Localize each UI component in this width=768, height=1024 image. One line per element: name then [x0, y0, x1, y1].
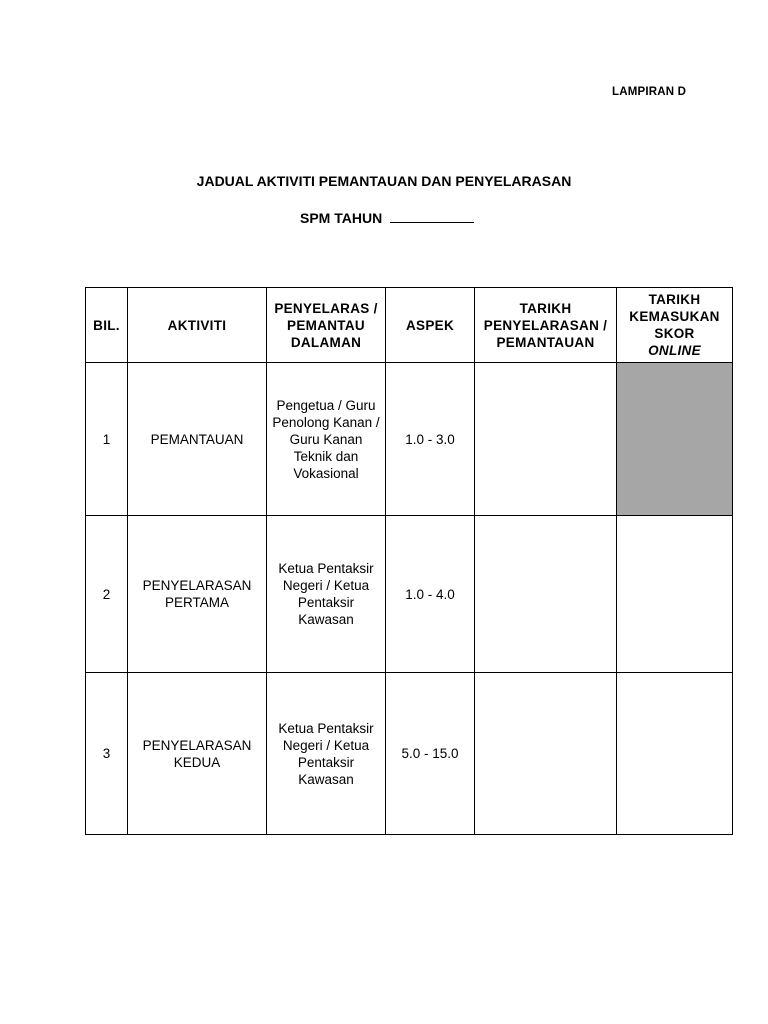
page-title: JADUAL AKTIVITI PEMANTAUAN DAN PENYELARASAN — [196, 173, 572, 189]
cell-tarikh-kemasukan-shaded — [617, 363, 733, 516]
cell-tarikh-penyelarasan[interactable] — [475, 673, 617, 835]
cell-aspek: 1.0 - 4.0 — [386, 516, 475, 673]
cell-bil: 3 — [86, 673, 128, 835]
header-tarikh-kemasukan-text: TARIKH KEMASUKAN SKOR — [629, 292, 720, 341]
cell-bil: 2 — [86, 516, 128, 673]
cell-aktiviti: PEMANTAUAN — [128, 363, 267, 516]
header-tarikh-penyelarasan: TARIKH PENYELARASAN / PEMANTAUAN — [475, 288, 617, 363]
header-penyelaras: PENYELARAS / PEMANTAU DALAMAN — [267, 288, 386, 363]
header-tarikh-kemasukan — [617, 288, 733, 363]
cell-penyelaras: Ketua Pentaksir Negeri / Ketua Pentaksir Kawasan — [267, 673, 386, 835]
header-aktiviti: AKTIVITI — [128, 288, 267, 363]
year-blank-line — [390, 210, 474, 223]
cell-penyelaras: Pengetua / Guru Penolong Kanan / Guru Kanan Teknik dan Vokasional — [267, 363, 386, 516]
table-header-row — [86, 288, 733, 363]
subtitle-text: SPM TAHUN — [300, 210, 383, 226]
header-aspek: ASPEK — [386, 288, 475, 363]
header-online-text: ONLINE — [648, 343, 701, 358]
cell-tarikh-penyelarasan[interactable] — [475, 363, 617, 516]
page-subtitle — [300, 210, 474, 226]
cell-tarikh-kemasukan[interactable] — [617, 673, 733, 835]
activity-table — [85, 287, 733, 835]
header-bil: BIL. — [86, 288, 128, 363]
table-row — [86, 363, 733, 516]
cell-tarikh-penyelarasan[interactable] — [475, 516, 617, 673]
cell-tarikh-kemasukan[interactable] — [617, 516, 733, 673]
cell-aspek: 1.0 - 3.0 — [386, 363, 475, 516]
cell-penyelaras: Ketua Pentaksir Negeri / Ketua Pentaksir Kawasan — [267, 516, 386, 673]
cell-aktiviti: PENYELARASAN KEDUA — [128, 673, 267, 835]
cell-aktiviti: PENYELARASAN PERTAMA — [128, 516, 267, 673]
lampiran-label: LAMPIRAN D — [612, 86, 687, 98]
table-row — [86, 673, 733, 835]
cell-bil: 1 — [86, 363, 128, 516]
table-row — [86, 516, 733, 673]
cell-aspek: 5.0 - 15.0 — [386, 673, 475, 835]
